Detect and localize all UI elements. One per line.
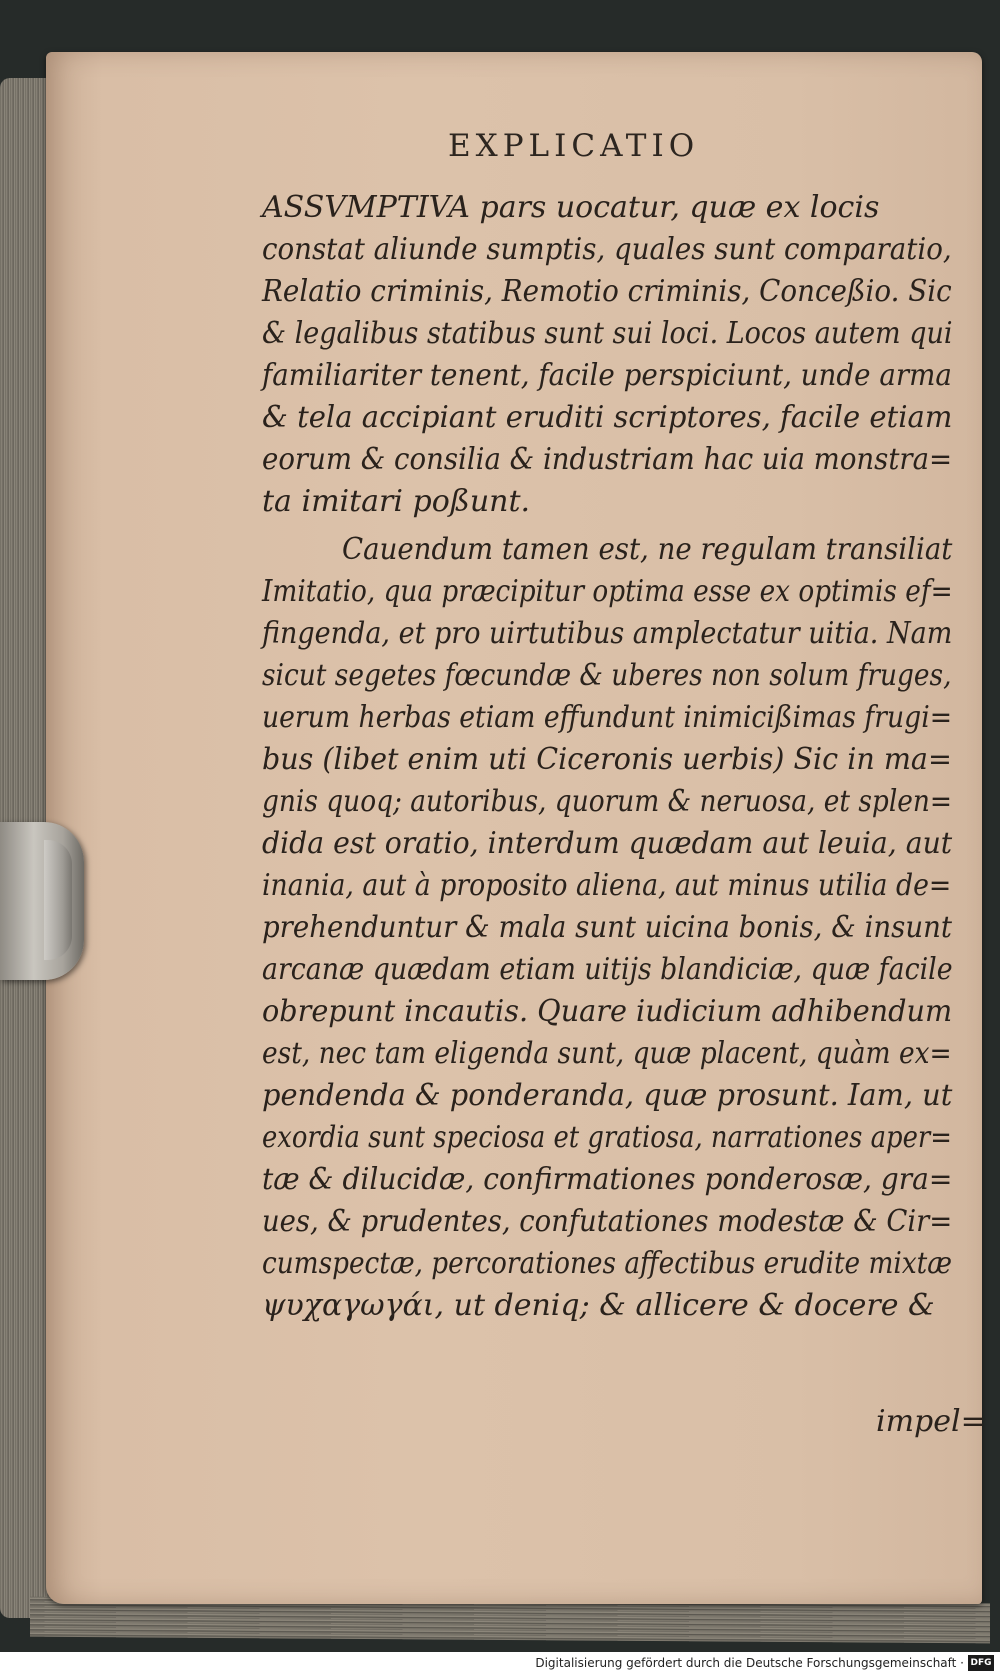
text-line: Cauendum tamen est, ne regulam transiliat <box>342 532 953 567</box>
text-line: familiariter tenent, facile perspiciunt, unde arma <box>262 358 952 393</box>
text-line: arcanæ quædam etiam uitijs blandiciæ, quæ facile <box>262 952 953 987</box>
text-line: ues, & prudentes, confutationes modestæ & Cir= <box>262 1204 953 1239</box>
text-line: pendenda & ponderanda, quæ prosunt. Iam, ut <box>262 1078 953 1113</box>
text-line: cumspectæ, percorationes affectibus erudite mixtæ <box>262 1246 952 1281</box>
text-line: est, nec tam eligenda sunt, quæ placent, quàm ex= <box>262 1036 952 1071</box>
text-line: obrepunt incautis. Quare iudicium adhibendum <box>262 994 953 1029</box>
catchword: impel= <box>876 1404 986 1439</box>
text-line: & tela accipiant eruditi scriptores, facile etiam <box>262 400 953 435</box>
footer-bar <box>0 1652 1000 1676</box>
text-line: exordia sunt speciosa et gratiosa, narrationes aper= <box>262 1120 952 1155</box>
text-line: & legalibus statibus sunt sui loci. Locos autem qui <box>262 316 953 351</box>
text-line: gnis quoq; autoribus, quorum & neruosa, et splen= <box>262 784 953 819</box>
text-line: eorum & consilia & industriam hac uia monstra= <box>262 442 953 477</box>
text-line: Relatio criminis, Remotio criminis, Conceßio. Sic <box>262 274 952 309</box>
text-line: sicut segetes fœcundæ & uberes non solum fruges, <box>262 658 952 693</box>
running-head: EXPLICATIO <box>448 128 700 164</box>
text-line: uerum herbas etiam effundunt inimicißimas frugi= <box>262 700 953 735</box>
text-line: prehenduntur & mala sunt uicina bonis, & insunt <box>262 910 952 945</box>
dfg-logo: DFG <box>968 1655 994 1671</box>
text-line: ψυχαγωγάι, ut deniq; & allicere & docere & <box>262 1288 935 1323</box>
text-line: fingenda, et pro uirtutibus amplectatur uitia. Nam <box>262 616 953 651</box>
book-clip-highlight <box>44 840 72 960</box>
text-line: tæ & dilucidæ, confirmationes ponderosæ, gra= <box>262 1162 953 1197</box>
text-line: inania, aut à proposito aliena, aut minus utilia de= <box>262 868 952 903</box>
text-line: bus (libet enim uti Ciceronis uerbis) Sic in ma= <box>262 742 952 777</box>
text-line: ASSVMPTIVA pars uocatur, quæ ex locis <box>262 190 880 225</box>
text-line: dida est oratio, interdum quædam aut leuia, aut <box>262 826 953 861</box>
text-line: Imitatio, qua præcipitur optima esse ex optimis ef= <box>262 574 953 609</box>
footer-credit: Digitalisierung gefördert durch die Deutsche Forschungsgemeinschaft · <box>535 1656 964 1670</box>
text-line: constat aliunde sumptis, quales sunt comparatio, <box>262 232 952 267</box>
text-line: ta imitari poßunt. <box>262 484 531 519</box>
book-clip <box>0 822 84 980</box>
